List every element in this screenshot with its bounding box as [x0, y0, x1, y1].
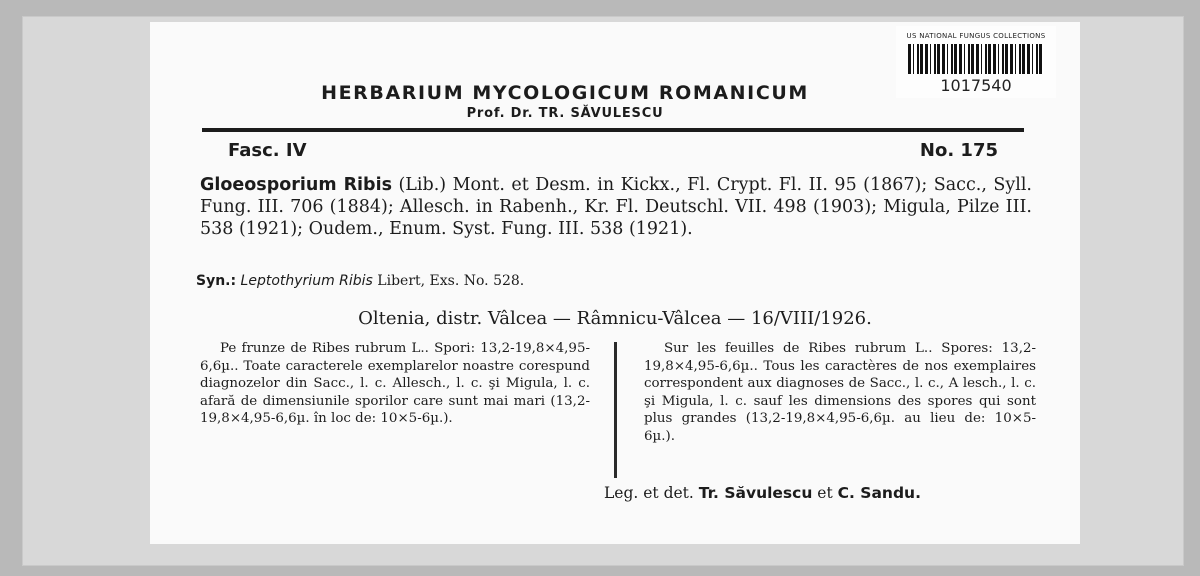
collector-prefix: Leg. et det.	[604, 484, 699, 502]
synonym-label: Syn.:	[196, 273, 237, 289]
herbarium-title: HERBARIUM MYCOLOGICUM ROMANICUM	[321, 82, 809, 104]
header-rule	[202, 128, 1024, 132]
description-french: Sur les feuilles de Ribes rubrum L.. Spores: 13,2-19,8×4,95-6,6µ.. Tous les caractères de nos exemplaires correspondent aux diagnoses de Sacc., l. c., A lesch., l. c. şi Migula, l. c. sauf les dimensions des spores qui sont plus grandes (13,2-19,8×4,95-6,6µ. au lieu de: 10×5-6µ.).	[644, 341, 1036, 444]
collector-name-1: Tr. Săvulescu	[698, 484, 813, 502]
column-divider	[614, 342, 617, 478]
locality: Oltenia, distr. Vâlcea — Râmnicu-Vâlcea — 16/VIII/1926.	[358, 308, 872, 329]
exsiccata-number: No. 175	[919, 140, 998, 161]
catalog-number: 1017540	[940, 76, 1012, 95]
collector-name-2: C. Sandu.	[837, 484, 921, 502]
institution-name: US NATIONAL FUNGUS COLLECTIONS	[906, 32, 1046, 40]
collector-conjunction: et	[812, 484, 838, 502]
species-name: Gloeosporium Ribis	[200, 175, 392, 195]
collector-line	[604, 484, 1034, 502]
barcode	[908, 44, 1044, 74]
herbarium-subtitle: Prof. Dr. TR. SĂVULESCU	[466, 106, 664, 121]
synonym-line	[196, 272, 1026, 290]
synonym-reference: Libert, Exs. No. 528.	[372, 273, 525, 289]
synonym-name: Leptothyrium Ribis	[240, 273, 373, 289]
description-romanian: Pe frunze de Ribes rubrum L.. Spori: 13,2-19,8×4,95-6,6µ.. Toate caracterele exemplarelor noastre corespund diagnozelor din Sacc., l. c. Allesch., l. c. şi Migula, l. c. afară de dimensiunile sporilor care sunt mai mari (13,2-19,8×4,95-6,6µ. în loc de: 10×5-6µ.).	[200, 341, 590, 427]
species-citation: (Lib.) Mont. et Desm. in Kickx., Fl. Crypt. Fl. II. 95 (1867); Sacc., Syll. Fung. III. 706 (1884); Allesch. in Rabenh., Kr. Fl. Deutschl. VII. 498 (1903); Migula, Pilze III. 538 (1921); Oudem., Enum. Syst. Fung. III. 538 (1921).	[200, 175, 1032, 239]
species-entry	[200, 174, 1032, 240]
fascicle-label: Fasc. IV	[228, 140, 307, 161]
